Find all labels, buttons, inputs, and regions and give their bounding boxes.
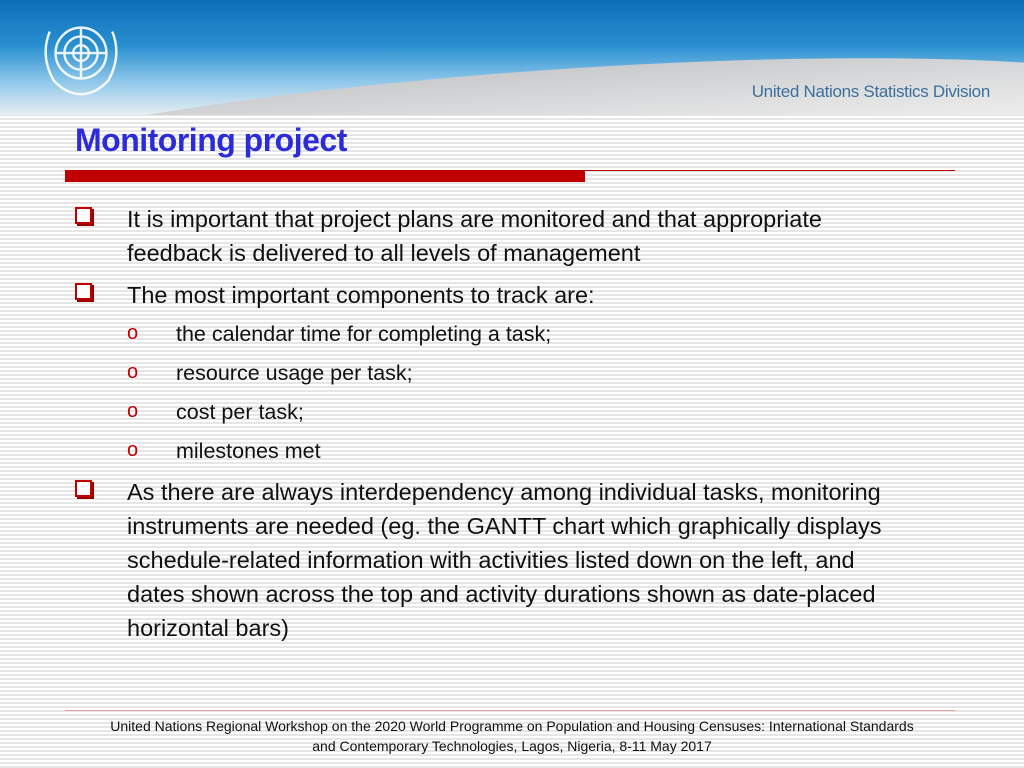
title-underline-line <box>585 170 955 171</box>
sub-bullet-marker: o <box>127 361 139 383</box>
sub-bullet-marker: o <box>127 322 139 344</box>
sub-bullet-marker: o <box>127 439 139 461</box>
title-underline-bar <box>65 170 585 182</box>
sub-bullet-4: milestones met <box>176 439 321 463</box>
footer-divider <box>65 710 955 711</box>
bullet-3-line-1: As there are always interdependency among individual tasks, monitoring <box>127 479 881 505</box>
checkbox-bullet-icon <box>75 480 92 497</box>
bullet-3-line-5: horizontal bars) <box>127 615 289 641</box>
page-title: Monitoring project <box>75 122 347 158</box>
checkbox-bullet-icon <box>75 283 92 300</box>
sub-bullet-1: the calendar time for completing a task; <box>176 322 552 346</box>
footer <box>0 716 1024 756</box>
header-banner <box>0 0 1024 115</box>
sub-bullet-marker: o <box>127 400 139 422</box>
footer-line-2: and Contemporary Technologies, Lagos, Nigeria, 8-11 May 2017 <box>312 738 712 754</box>
bullet-1-line-1: It is important that project plans are monitored and that appropriate <box>127 206 822 232</box>
bullet-3-line-4: dates shown across the top and activity durations shown as date-placed <box>127 581 876 607</box>
checkbox-bullet-icon <box>75 207 92 224</box>
bullet-3-line-3: schedule-related information with activities listed down on the left, and <box>127 547 855 573</box>
bullet-3-line-2: instruments are needed (eg. the GANTT chart which graphically displays <box>127 513 882 539</box>
org-name: United Nations Statistics Division <box>751 82 990 101</box>
sub-bullet-3: cost per task; <box>176 400 304 424</box>
sub-bullet-2: resource usage per task; <box>176 361 413 385</box>
un-emblem-icon <box>30 12 132 100</box>
bullet-1-line-2: feedback is delivered to all levels of management <box>127 240 641 266</box>
bullet-2-line-1: The most important components to track are: <box>127 282 595 308</box>
footer-line-1: United Nations Regional Workshop on the 2020 World Programme on Population and Housing Censuses: International Standards <box>110 718 914 734</box>
